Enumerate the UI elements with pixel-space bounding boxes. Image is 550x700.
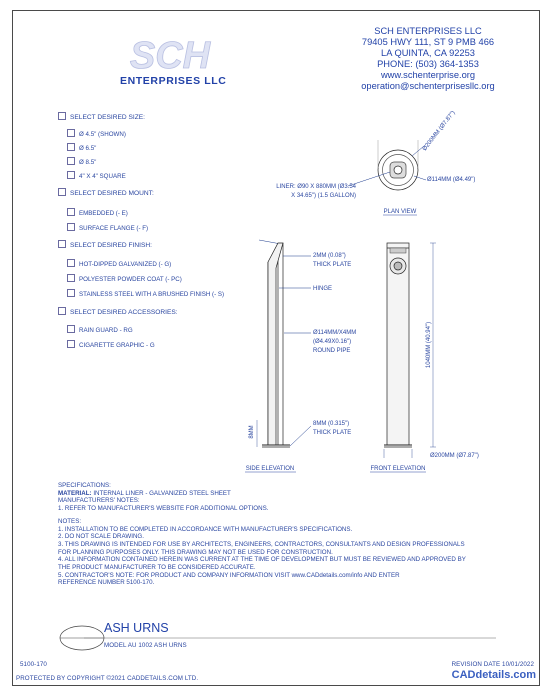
finish-header[interactable]: SELECT DESIRED FINISH: bbox=[58, 240, 152, 249]
finish-option[interactable]: POLYESTER POWDER COAT (- PC) bbox=[67, 274, 182, 283]
front-elevation-title: FRONT ELEVATION bbox=[370, 466, 426, 472]
plan-dim-inner: Ø114MM (Ø4.49") bbox=[427, 177, 476, 183]
title-block-title: ASH URNS bbox=[104, 621, 169, 635]
company-address-2: LA QUINTA, CA 92253 bbox=[381, 48, 475, 59]
specifications bbox=[58, 482, 466, 587]
plan-view bbox=[348, 140, 426, 190]
title-block-model: MODEL AU 1002 ASH URNS bbox=[104, 642, 187, 649]
side-elevation-title: SIDE ELEVATION bbox=[245, 466, 295, 472]
company-website[interactable]: www.schenterprise.org bbox=[380, 70, 476, 81]
finish-option[interactable]: HOT-DIPPED GALVANIZED (- G) bbox=[67, 259, 171, 268]
note-line: 2. DO NOT SCALE DRAWING. bbox=[58, 533, 144, 541]
side-hinge: HINGE bbox=[313, 286, 333, 292]
size-option[interactable]: Ø 8.5" bbox=[67, 157, 96, 166]
side-plate-bottom-2: THICK PLATE bbox=[313, 430, 352, 436]
note-line: 3. THIS DRAWING IS INTENDED FOR USE BY ARCHITECTS, ENGINEERS, CONTRACTORS, CONSULTANTS AND DESIGN PROFESSIONALS bbox=[58, 540, 465, 548]
mfr-note: 1. REFER TO MANUFACTURER'S WEBSITE FOR ADDITIONAL OPTIONS. bbox=[58, 505, 269, 513]
side-plate-top: 2MM (0.08") bbox=[313, 253, 346, 259]
accessory-option[interactable]: RAIN GUARD - RG bbox=[67, 325, 133, 334]
note-line: 4. ALL INFORMATION CONTAINED HEREIN WAS CURRENT AT THE TIME OF DEVELOPMENT BUT MUST BE REVIEWED AND APPROVED BY bbox=[58, 556, 466, 564]
revision-date: REVISION DATE 10/01/2022 bbox=[451, 661, 534, 668]
side-pipe-2: (Ø4.49X0.16") bbox=[313, 339, 352, 345]
plan-liner-2: X 34.65") (1.5 GALLON) bbox=[291, 193, 356, 199]
company-email[interactable]: operation@schenterprisesllc.org bbox=[361, 81, 495, 92]
front-height-dim: 1040MM (40.94") bbox=[426, 321, 432, 369]
side-elevation bbox=[257, 240, 290, 447]
note-line: REFERENCE NUMBER 5100-170. bbox=[58, 579, 155, 587]
mount-header[interactable]: SELECT DESIRED MOUNT: bbox=[58, 188, 154, 197]
spec-title: SPECIFICATIONS: bbox=[58, 482, 111, 489]
size-option[interactable]: 4" X 4" SQUARE bbox=[67, 171, 126, 180]
side-pipe-3: ROUND PIPE bbox=[313, 348, 351, 354]
finish-option[interactable]: STAINLESS STEEL WITH A BRUSHED FINISH (- S) bbox=[67, 289, 224, 298]
size-option[interactable]: Ø 6.5" bbox=[67, 143, 96, 152]
company-name: SCH ENTERPRISES LLC bbox=[374, 26, 482, 36]
logo-mark: SCH bbox=[129, 35, 211, 77]
mount-option[interactable]: EMBEDDED (- E) bbox=[67, 208, 128, 217]
side-plate-top-2: THICK PLATE bbox=[313, 262, 352, 268]
mfr-title: MANUFACTURERS' NOTES: bbox=[58, 497, 140, 505]
side-pipe-1: Ø114MM/X4MM bbox=[313, 330, 357, 336]
drawing-ref: 5100-170 bbox=[20, 661, 47, 668]
mount-option[interactable]: SURFACE FLANGE (- F) bbox=[67, 223, 148, 232]
side-plate-bottom: 8MM (0.315") bbox=[313, 421, 350, 427]
company-address-1: 79405 HWY 111, ST 9 PMB 466 bbox=[361, 37, 495, 48]
note-line: 1. INSTALLATION TO BE COMPLETED IN ACCORDANCE WITH MANUFACTURER'S SPECIFICATIONS. bbox=[58, 525, 353, 533]
front-base-dim: Ø200MM (Ø7.87") bbox=[430, 453, 479, 459]
company-phone: PHONE: (503) 364-1353 bbox=[377, 59, 479, 70]
plan-dim-outer: Ø200MM (Ø7.87") bbox=[421, 110, 457, 153]
side-dim-8mm: 8MM bbox=[249, 425, 255, 439]
plan-view-title: PLAN VIEW bbox=[383, 209, 417, 215]
caddetails-logo[interactable]: CADdetails.com bbox=[451, 669, 536, 681]
accessory-option[interactable]: CIGARETTE GRAPHIC - G bbox=[67, 340, 155, 349]
copyright-note: PROTECTED BY COPYRIGHT ©2021 CADDETAILS.COM LTD. bbox=[16, 675, 199, 682]
note-line: THE PRODUCT MANUFACTURER TO BE CONSIDERED ACCURATE. bbox=[58, 564, 256, 572]
spec-material: MATERIAL: INTERNAL LINER - GALVANIZED STEEL SHEET bbox=[58, 489, 231, 497]
note-line: 5. CONTRACTOR'S NOTE: FOR PRODUCT AND COMPANY INFORMATION VISIT www.CADdetails.com/info AND ENTER bbox=[58, 571, 400, 579]
accessories-header[interactable]: SELECT DESIRED ACCESSORIES: bbox=[58, 307, 178, 316]
size-option[interactable]: Ø 4.5" (SHOWN) bbox=[67, 129, 126, 138]
note-line: FOR PLANNING PURPOSES ONLY. THIS DRAWING MAY NOT BE USED FOR CONSTRUCTION. bbox=[58, 548, 333, 556]
notes-title: NOTES: bbox=[58, 517, 82, 525]
plan-liner: LINER: Ø90 X 880MM (Ø3.54 bbox=[276, 184, 356, 190]
size-header[interactable]: SELECT DESIRED SIZE: bbox=[58, 112, 145, 121]
logo-name: ENTERPRISES LLC bbox=[120, 75, 227, 87]
